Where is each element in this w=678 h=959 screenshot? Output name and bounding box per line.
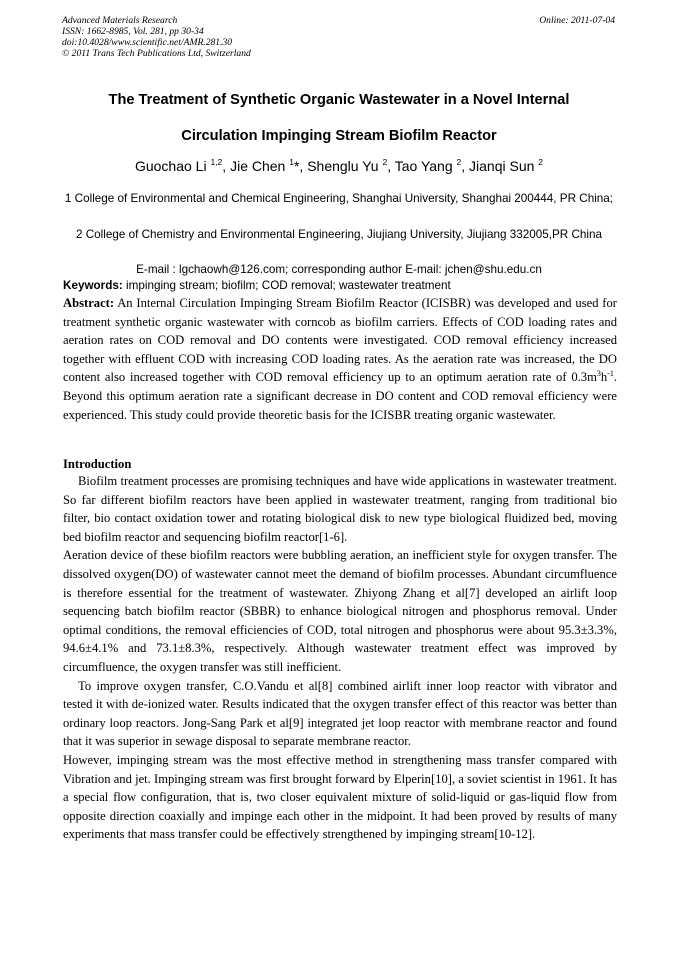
journal-header <box>62 15 251 59</box>
paragraph: Biofilm treatment processes are promising techniques and have wide applications in wastewater treatment. So far different biofilm reactors have been applied in wastewater treatment, ranging from traditional bio filter, bio contact oxidation tower and rotating biological disk to new type biological fluidized bed, moving bed biofilm reactor and sequencing biofilm reactor[1-6]. <box>63 474 617 544</box>
author-separator: , <box>461 158 470 174</box>
issn-line: ISSN: 1662-8985, Vol. 281, pp 30-34 <box>62 26 204 37</box>
author-separator: , <box>222 158 231 174</box>
keywords-text: impinging stream; biofilm; COD removal; wastewater treatment <box>122 279 451 292</box>
paragraph: To improve oxygen transfer, C.O.Vandu et al[8] combined airlift inner loop reactor with vibrator and tested it with de-ionized water. Results indicated that the oxygen transfer effect of this reactor was better than ordinary loop reactors. Jong-Sang Park et al[9] integrated jet loop reactor with membrane reactor and found that it was superior in sewage disposal to separate membrane reactor. <box>63 678 617 749</box>
author-affiliation-mark: 1 <box>289 157 294 167</box>
author-list <box>40 156 638 176</box>
abstract-text-3: . Beyond this optimum aeration rate a significant decrease in DO content and COD removal efficiency were experienced. This study could provide theoretic basis for the ICISBR treating organic wastewater. <box>63 370 617 422</box>
keywords <box>63 278 617 294</box>
author-affiliation-mark: 2 <box>538 157 544 167</box>
email-line: E-mail : lgchaowh@126.com; corresponding author E-mail: jchen@shu.edu.cn <box>136 263 542 276</box>
corresponding-mark: * <box>293 158 300 174</box>
online-date <box>539 15 615 26</box>
paragraph: However, impinging stream was the most effective method in strengthening mass transfer compared with Vibration and jet. Impinging stream was first brought forward by Elperin[10], a soviet scientist in 1961. It has a special flow configuration, that is, two closer equivalent mixture of solid-liquid or gas-liquid flow from opposite direction coaxially and impinge each other in the midpoint. It had been proved by results of many experiments that mass transfer could be effectively strengthened by impinging stream[10-12]. <box>63 752 617 842</box>
author-affiliation-mark: 2 <box>382 157 388 167</box>
journal-name: Advanced Materials Research <box>62 15 178 26</box>
abstract <box>63 294 617 424</box>
affiliation-1: 1 College of Environmental and Chemical Engineering, Shanghai University, Shanghai 200444, PR China; <box>64 192 614 205</box>
paper-title-line-2: Circulation Impinging Stream Biofilm Reactor <box>181 128 497 144</box>
paragraph: Aeration device of these biofilm reactors were bubbling aeration, an inefficient style for oxygen transfer. The dissolved oxygen(DO) of wastewater cannot meet the demand of biofilm processes. Abundant circumfluence is therefore essential for the treatment of wastewater. Zhiyong Zhang et al[7] developed an airlift loop sequencing batch biofilm reactor (SBBR) to enhance biological nitrogen and phosphorus removal. Under optimal conditions, the removal efficiencies of COD, total nitrogen and phosphorus were about 95.3±3.3%, 94.6±4.1% and 73.1±8.3%, respectively. Although wastewater treatment effect was improved by circumfluence, the oxygen transfer was still inefficient. <box>63 548 617 674</box>
author-name: Guochao Li <box>134 158 207 174</box>
copyright-line: © 2011 Trans Tech Publications Ltd, Switzerland <box>62 48 251 59</box>
introduction-body <box>63 472 617 844</box>
abstract-text-1: An Internal Circulation Impinging Stream Biofilm Reactor (ICISBR) was developed and used for treatment synthetic organic wastewater with corncob as biofilm carriers. Effects of COD loading rates and aeration rates on COD removal and DO contents were investigated. COD removal efficiency increased together with effluent COD with increasing COD loading rates. As the aeration rate was increased, the DO content also increased together with COD removal efficiency up to an optimum aeration rate of 0.3m <box>63 296 617 385</box>
author-name: Jie Chen <box>230 158 286 174</box>
paper-title-line-1: The Treatment of Synthetic Organic Wastewater in a Novel Internal <box>108 92 570 108</box>
abstract-superscript: 3 <box>596 369 601 379</box>
doi-line: doi:10.4028/www.scientific.net/AMR.281.30 <box>62 37 233 48</box>
author-affiliation-mark: 2 <box>456 157 462 167</box>
author-name: Tao Yang <box>394 158 453 174</box>
author-name: Jianqi Sun <box>469 158 535 174</box>
abstract-label: Abstract: <box>63 296 115 310</box>
abstract-superscript: -1 <box>607 369 614 379</box>
author-name: Shenglu Yu <box>307 158 379 174</box>
author-separator: , <box>299 158 308 174</box>
keywords-label: Keywords: <box>63 279 123 292</box>
author-affiliation-mark: 1,2 <box>210 157 223 167</box>
author-separator: , <box>387 158 395 174</box>
section-heading-introduction: Introduction <box>63 457 132 471</box>
online-date-text: Online: 2011-07-04 <box>539 15 615 26</box>
abstract-text-2: h <box>600 370 608 385</box>
affiliation-2: 2 College of Chemistry and Environmental Engineering, Jiujiang University, Jiujiang 332005,PR China <box>75 228 602 241</box>
